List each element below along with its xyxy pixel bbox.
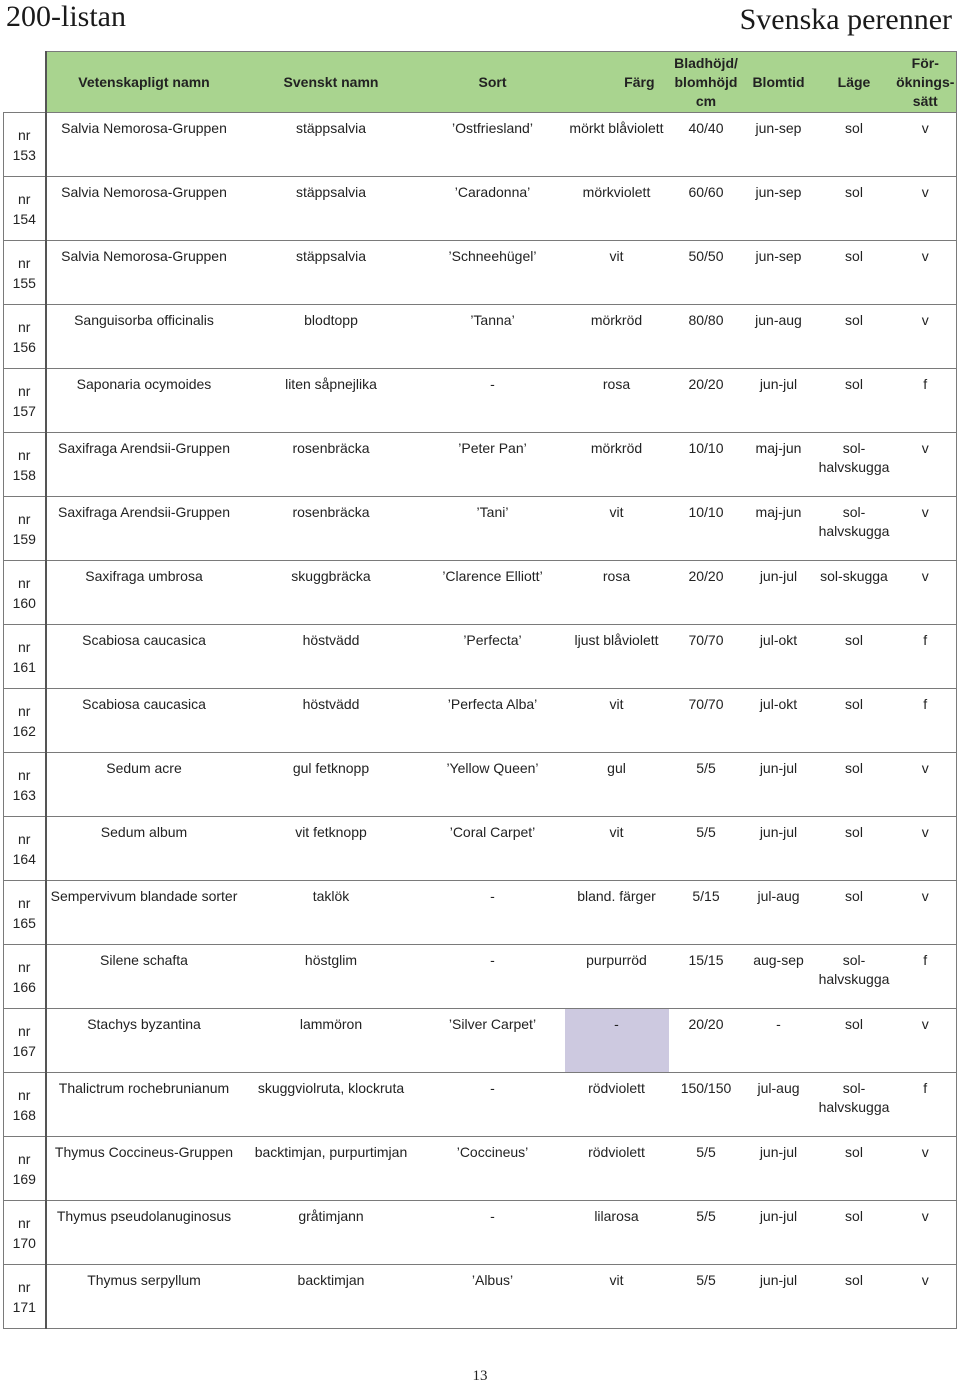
cell-bloom-time: aug-sep	[744, 945, 814, 1009]
cell-cultivar: ’Peter Pan’	[421, 433, 565, 497]
cell-cultivar: ’Schneehügel’	[421, 241, 565, 305]
cell-swedish-name: backtimjan, purpurtimjan	[242, 1137, 421, 1201]
cell-color: bland. färger	[565, 881, 669, 945]
cell-bloom-time: jun-jul	[744, 1137, 814, 1201]
cell-color: mörkviolett	[565, 177, 669, 241]
cell-location: sol-skugga	[814, 561, 895, 625]
table-row	[4, 305, 957, 369]
cell-propagation: v	[895, 305, 957, 369]
cell-cultivar: -	[421, 945, 565, 1009]
cell-cultivar: -	[421, 1073, 565, 1137]
cell-height: 5/5	[669, 753, 744, 817]
cell-cultivar: ’Yellow Queen’	[421, 753, 565, 817]
cell-height: 5/15	[669, 881, 744, 945]
table-row	[4, 1201, 957, 1265]
cell-height: 10/10	[669, 497, 744, 561]
col-header-location: Läge	[814, 52, 895, 113]
cell-cultivar: ’Tani’	[421, 497, 565, 561]
cell-cultivar: ’Silver Carpet’	[421, 1009, 565, 1073]
cell-location: sol-halvskugga	[814, 433, 895, 497]
cell-height: 20/20	[669, 561, 744, 625]
col-header-propagation: För-öknings-sätt	[895, 52, 957, 113]
cell-height: 150/150	[669, 1073, 744, 1137]
cell-scientific-name: Salvia Nemorosa-Gruppen	[46, 241, 242, 305]
col-header-color: Färg	[565, 52, 669, 113]
table-row	[4, 881, 957, 945]
cell-swedish-name: rosenbräcka	[242, 497, 421, 561]
table-row	[4, 497, 957, 561]
cell-location: sol	[814, 177, 895, 241]
table-row	[4, 113, 957, 177]
table-row	[4, 689, 957, 753]
cell-nr: nr 159	[4, 497, 46, 561]
cell-location: sol	[814, 817, 895, 881]
cell-location: sol	[814, 1265, 895, 1329]
cell-height: 50/50	[669, 241, 744, 305]
col-header-height: Bladhöjd/ blomhöjd cm	[669, 52, 744, 113]
cell-nr: nr 169	[4, 1137, 46, 1201]
cell-cultivar: ’Perfecta’	[421, 625, 565, 689]
cell-bloom-time: jun-jul	[744, 817, 814, 881]
cell-scientific-name: Thymus serpyllum	[46, 1265, 242, 1329]
cell-bloom-time: jun-jul	[744, 753, 814, 817]
table-row	[4, 753, 957, 817]
cell-cultivar: -	[421, 881, 565, 945]
cell-scientific-name: Sedum acre	[46, 753, 242, 817]
cell-height: 20/20	[669, 1009, 744, 1073]
cell-propagation: v	[895, 177, 957, 241]
cell-location: sol	[814, 625, 895, 689]
cell-swedish-name: stäppsalvia	[242, 177, 421, 241]
cell-nr: nr 162	[4, 689, 46, 753]
col-header-cultivar: Sort	[421, 52, 565, 113]
cell-scientific-name: Silene schafta	[46, 945, 242, 1009]
table-row	[4, 241, 957, 305]
cell-scientific-name: Saponaria ocymoides	[46, 369, 242, 433]
table-row	[4, 945, 957, 1009]
cell-height: 70/70	[669, 625, 744, 689]
cell-propagation: v	[895, 433, 957, 497]
cell-nr: nr 160	[4, 561, 46, 625]
cell-swedish-name: höstvädd	[242, 689, 421, 753]
cell-nr: nr 157	[4, 369, 46, 433]
cell-bloom-time: maj-jun	[744, 433, 814, 497]
cell-location: sol	[814, 305, 895, 369]
cell-bloom-time: jul-aug	[744, 1073, 814, 1137]
table-row	[4, 433, 957, 497]
cell-location: sol	[814, 881, 895, 945]
cell-color: lilarosa	[565, 1201, 669, 1265]
col-header-bloom-time: Blomtid	[744, 52, 814, 113]
cell-propagation: v	[895, 561, 957, 625]
cell-scientific-name: Sedum album	[46, 817, 242, 881]
cell-color: gul	[565, 753, 669, 817]
cell-nr: nr 163	[4, 753, 46, 817]
col-header-nr	[4, 52, 46, 113]
cell-bloom-time: jun-aug	[744, 305, 814, 369]
cell-bloom-time: jun-jul	[744, 1201, 814, 1265]
cell-nr: nr 155	[4, 241, 46, 305]
cell-scientific-name: Thymus pseudolanuginosus	[46, 1201, 242, 1265]
cell-color: -	[565, 1009, 669, 1073]
cell-height: 5/5	[669, 1265, 744, 1329]
cell-swedish-name: rosenbräcka	[242, 433, 421, 497]
cell-propagation: v	[895, 497, 957, 561]
table-row	[4, 625, 957, 689]
cell-location: sol	[814, 1201, 895, 1265]
cell-location: sol	[814, 1009, 895, 1073]
cell-scientific-name: Salvia Nemorosa-Gruppen	[46, 113, 242, 177]
cell-scientific-name: Thalictrum rochebrunianum	[46, 1073, 242, 1137]
cell-bloom-time: jun-sep	[744, 177, 814, 241]
perennial-table	[3, 51, 957, 1329]
cell-location: sol-halvskugga	[814, 945, 895, 1009]
cell-color: ljust blåviolett	[565, 625, 669, 689]
cell-color: mörkt blåviolett	[565, 113, 669, 177]
cell-location: sol-halvskugga	[814, 1073, 895, 1137]
cell-height: 70/70	[669, 689, 744, 753]
cell-nr: nr 153	[4, 113, 46, 177]
cell-swedish-name: blodtopp	[242, 305, 421, 369]
cell-scientific-name: Scabiosa caucasica	[46, 689, 242, 753]
cell-height: 40/40	[669, 113, 744, 177]
cell-nr: nr 161	[4, 625, 46, 689]
cell-nr: nr 168	[4, 1073, 46, 1137]
cell-swedish-name: liten såpnejlika	[242, 369, 421, 433]
cell-height: 5/5	[669, 1201, 744, 1265]
cell-propagation: v	[895, 1201, 957, 1265]
cell-scientific-name: Saxifraga Arendsii-Gruppen	[46, 497, 242, 561]
section-title: Svenska perenner	[739, 3, 952, 36]
cell-scientific-name: Scabiosa caucasica	[46, 625, 242, 689]
cell-cultivar: ’Tanna’	[421, 305, 565, 369]
table-row	[4, 1009, 957, 1073]
cell-color: vit	[565, 497, 669, 561]
cell-propagation: f	[895, 1073, 957, 1137]
cell-propagation: v	[895, 113, 957, 177]
cell-nr: nr 170	[4, 1201, 46, 1265]
cell-cultivar: ’Clarence Elliott’	[421, 561, 565, 625]
cell-height: 60/60	[669, 177, 744, 241]
cell-swedish-name: stäppsalvia	[242, 241, 421, 305]
cell-height: 80/80	[669, 305, 744, 369]
cell-propagation: f	[895, 369, 957, 433]
cell-swedish-name: höstglim	[242, 945, 421, 1009]
cell-bloom-time: jun-jul	[744, 369, 814, 433]
cell-scientific-name: Saxifraga Arendsii-Gruppen	[46, 433, 242, 497]
cell-cultivar: ’Ostfriesland’	[421, 113, 565, 177]
cell-swedish-name: höstvädd	[242, 625, 421, 689]
cell-location: sol	[814, 1137, 895, 1201]
page-title: 200-listan	[6, 0, 126, 33]
cell-swedish-name: skuggbräcka	[242, 561, 421, 625]
cell-location: sol	[814, 689, 895, 753]
cell-propagation: f	[895, 689, 957, 753]
cell-bloom-time: maj-jun	[744, 497, 814, 561]
table-row	[4, 1137, 957, 1201]
cell-height: 15/15	[669, 945, 744, 1009]
cell-nr: nr 171	[4, 1265, 46, 1329]
cell-color: mörkröd	[565, 305, 669, 369]
cell-propagation: f	[895, 625, 957, 689]
cell-cultivar: -	[421, 1201, 565, 1265]
table-row	[4, 1073, 957, 1137]
cell-nr: nr 167	[4, 1009, 46, 1073]
table-row	[4, 561, 957, 625]
cell-height: 10/10	[669, 433, 744, 497]
col-header-swedish-name: Svenskt namn	[242, 52, 421, 113]
cell-color: mörkröd	[565, 433, 669, 497]
cell-swedish-name: vit fetknopp	[242, 817, 421, 881]
table-header-row	[4, 52, 957, 113]
page-number: 13	[472, 1368, 488, 1384]
cell-color: vit	[565, 689, 669, 753]
cell-swedish-name: gul fetknopp	[242, 753, 421, 817]
cell-location: sol	[814, 113, 895, 177]
cell-location: sol	[814, 369, 895, 433]
cell-location: sol	[814, 753, 895, 817]
cell-color: purpurröd	[565, 945, 669, 1009]
cell-scientific-name: Sanguisorba officinalis	[46, 305, 242, 369]
cell-color: rosa	[565, 561, 669, 625]
cell-color: vit	[565, 241, 669, 305]
cell-nr: nr 165	[4, 881, 46, 945]
table-row	[4, 369, 957, 433]
cell-cultivar: ’Caradonna’	[421, 177, 565, 241]
cell-bloom-time: jun-jul	[744, 561, 814, 625]
table-row	[4, 177, 957, 241]
cell-color: vit	[565, 817, 669, 881]
cell-nr: nr 154	[4, 177, 46, 241]
cell-nr: nr 156	[4, 305, 46, 369]
cell-swedish-name: backtimjan	[242, 1265, 421, 1329]
cell-cultivar: ’Coccineus’	[421, 1137, 565, 1201]
cell-swedish-name: gråtimjann	[242, 1201, 421, 1265]
cell-swedish-name: skuggviolruta, klockruta	[242, 1073, 421, 1137]
cell-color: rödviolett	[565, 1073, 669, 1137]
cell-propagation: v	[895, 881, 957, 945]
cell-bloom-time: jul-okt	[744, 625, 814, 689]
cell-location: sol-halvskugga	[814, 497, 895, 561]
cell-swedish-name: taklök	[242, 881, 421, 945]
cell-propagation: v	[895, 817, 957, 881]
cell-propagation: v	[895, 241, 957, 305]
cell-propagation: v	[895, 1137, 957, 1201]
cell-nr: nr 158	[4, 433, 46, 497]
cell-bloom-time: jul-okt	[744, 689, 814, 753]
cell-height: 5/5	[669, 817, 744, 881]
cell-cultivar: ’Coral Carpet’	[421, 817, 565, 881]
cell-location: sol	[814, 241, 895, 305]
table-row	[4, 1265, 957, 1329]
cell-propagation: v	[895, 1009, 957, 1073]
cell-color: rödviolett	[565, 1137, 669, 1201]
cell-scientific-name: Stachys byzantina	[46, 1009, 242, 1073]
cell-bloom-time: jun-sep	[744, 241, 814, 305]
cell-nr: nr 164	[4, 817, 46, 881]
cell-bloom-time: jun-sep	[744, 113, 814, 177]
table-row	[4, 817, 957, 881]
cell-propagation: v	[895, 1265, 957, 1329]
col-header-scientific-name: Vetenskapligt namn	[46, 52, 242, 113]
cell-scientific-name: Thymus Coccineus-Gruppen	[46, 1137, 242, 1201]
cell-cultivar: ’Albus’	[421, 1265, 565, 1329]
cell-scientific-name: Salvia Nemorosa-Gruppen	[46, 177, 242, 241]
cell-cultivar: -	[421, 369, 565, 433]
cell-bloom-time: -	[744, 1009, 814, 1073]
cell-cultivar: ’Perfecta Alba’	[421, 689, 565, 753]
cell-nr: nr 166	[4, 945, 46, 1009]
cell-scientific-name: Saxifraga umbrosa	[46, 561, 242, 625]
cell-color: vit	[565, 1265, 669, 1329]
cell-color: rosa	[565, 369, 669, 433]
cell-bloom-time: jun-jul	[744, 1265, 814, 1329]
cell-scientific-name: Sempervivum blandade sorter	[46, 881, 242, 945]
cell-swedish-name: lammöron	[242, 1009, 421, 1073]
cell-swedish-name: stäppsalvia	[242, 113, 421, 177]
cell-propagation: f	[895, 945, 957, 1009]
cell-bloom-time: jul-aug	[744, 881, 814, 945]
cell-height: 5/5	[669, 1137, 744, 1201]
cell-height: 20/20	[669, 369, 744, 433]
cell-propagation: v	[895, 753, 957, 817]
